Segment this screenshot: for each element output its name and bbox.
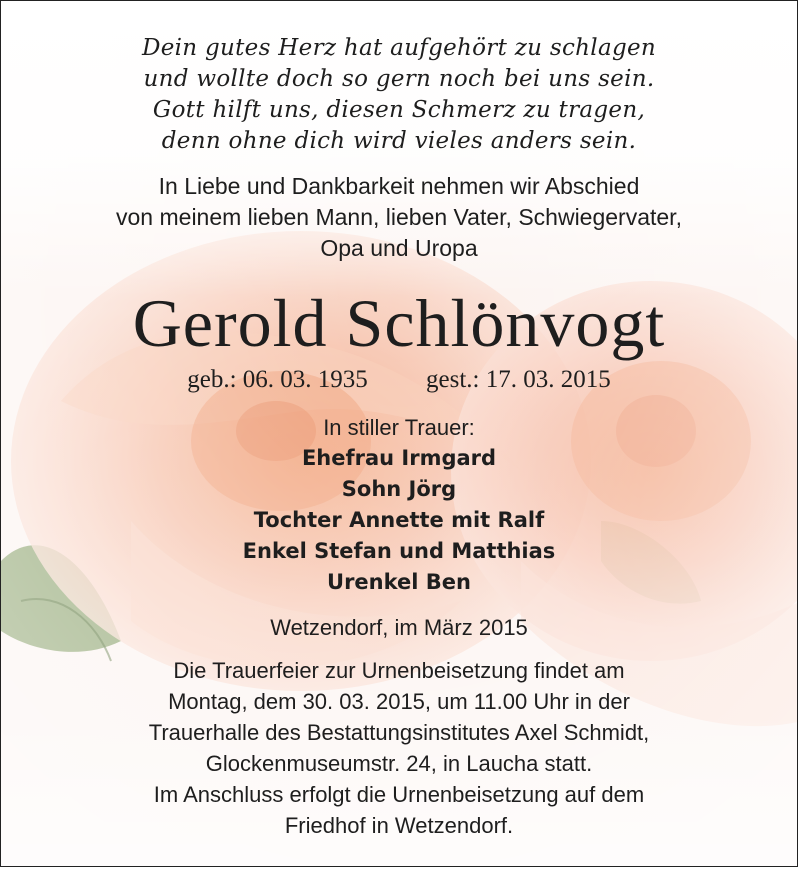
intro-line: Opa und Uropa [320, 235, 478, 261]
poem-line: denn ohne dich wird vieles anders sein. [161, 128, 637, 154]
funeral-line: Glockenmuseumstr. 24, in Laucha statt. [205, 751, 593, 776]
memorial-poem [1, 33, 797, 157]
mourner-name: Urenkel Ben [327, 570, 471, 594]
birth-date: geb.: 06. 03. 1935 [187, 366, 368, 393]
life-dates [1, 364, 797, 396]
intro-line: von meinem lieben Mann, lieben Vater, Schwiegervater, [116, 204, 682, 230]
mourner-name: Enkel Stefan und Matthias [242, 539, 556, 563]
funeral-line: Im Anschluss erfolgt die Urnenbeisetzung auf dem [153, 782, 645, 807]
poem-line: und wollte doch so gern noch bei uns sein. [143, 66, 655, 92]
funeral-details [1, 655, 797, 841]
mourner-name: Tochter Annette mit Ralf [253, 508, 545, 532]
intro-line: In Liebe und Dankbarkeit nehmen wir Abschied [158, 173, 640, 199]
poem-line: Dein gutes Herz hat aufgehört zu schlagen [141, 35, 657, 61]
funeral-line: Die Trauerfeier zur Urnenbeisetzung findet am [173, 658, 625, 683]
funeral-line: Montag, dem 30. 03. 2015, um 11.00 Uhr in der [168, 689, 630, 714]
mourners-label: In stiller Trauer: [323, 415, 475, 440]
mourners-list [1, 443, 797, 598]
poem-line: Gott hilft uns, diesen Schmerz zu tragen, [152, 97, 646, 123]
funeral-line: Friedhof in Wetzendorf. [284, 813, 514, 838]
mourner-name: Ehefrau Irmgard [301, 446, 497, 470]
death-date: gest.: 17. 03. 2015 [426, 366, 611, 393]
funeral-line: Trauerhalle des Bestattungsinstitutes Axel Schmidt, [148, 720, 650, 745]
place-and-date: Wetzendorf, im März 2015 [270, 615, 528, 640]
deceased-name: Gerold Schlönvogt [132, 285, 666, 361]
mourner-name: Sohn Jörg [341, 477, 457, 501]
farewell-intro [1, 171, 797, 264]
